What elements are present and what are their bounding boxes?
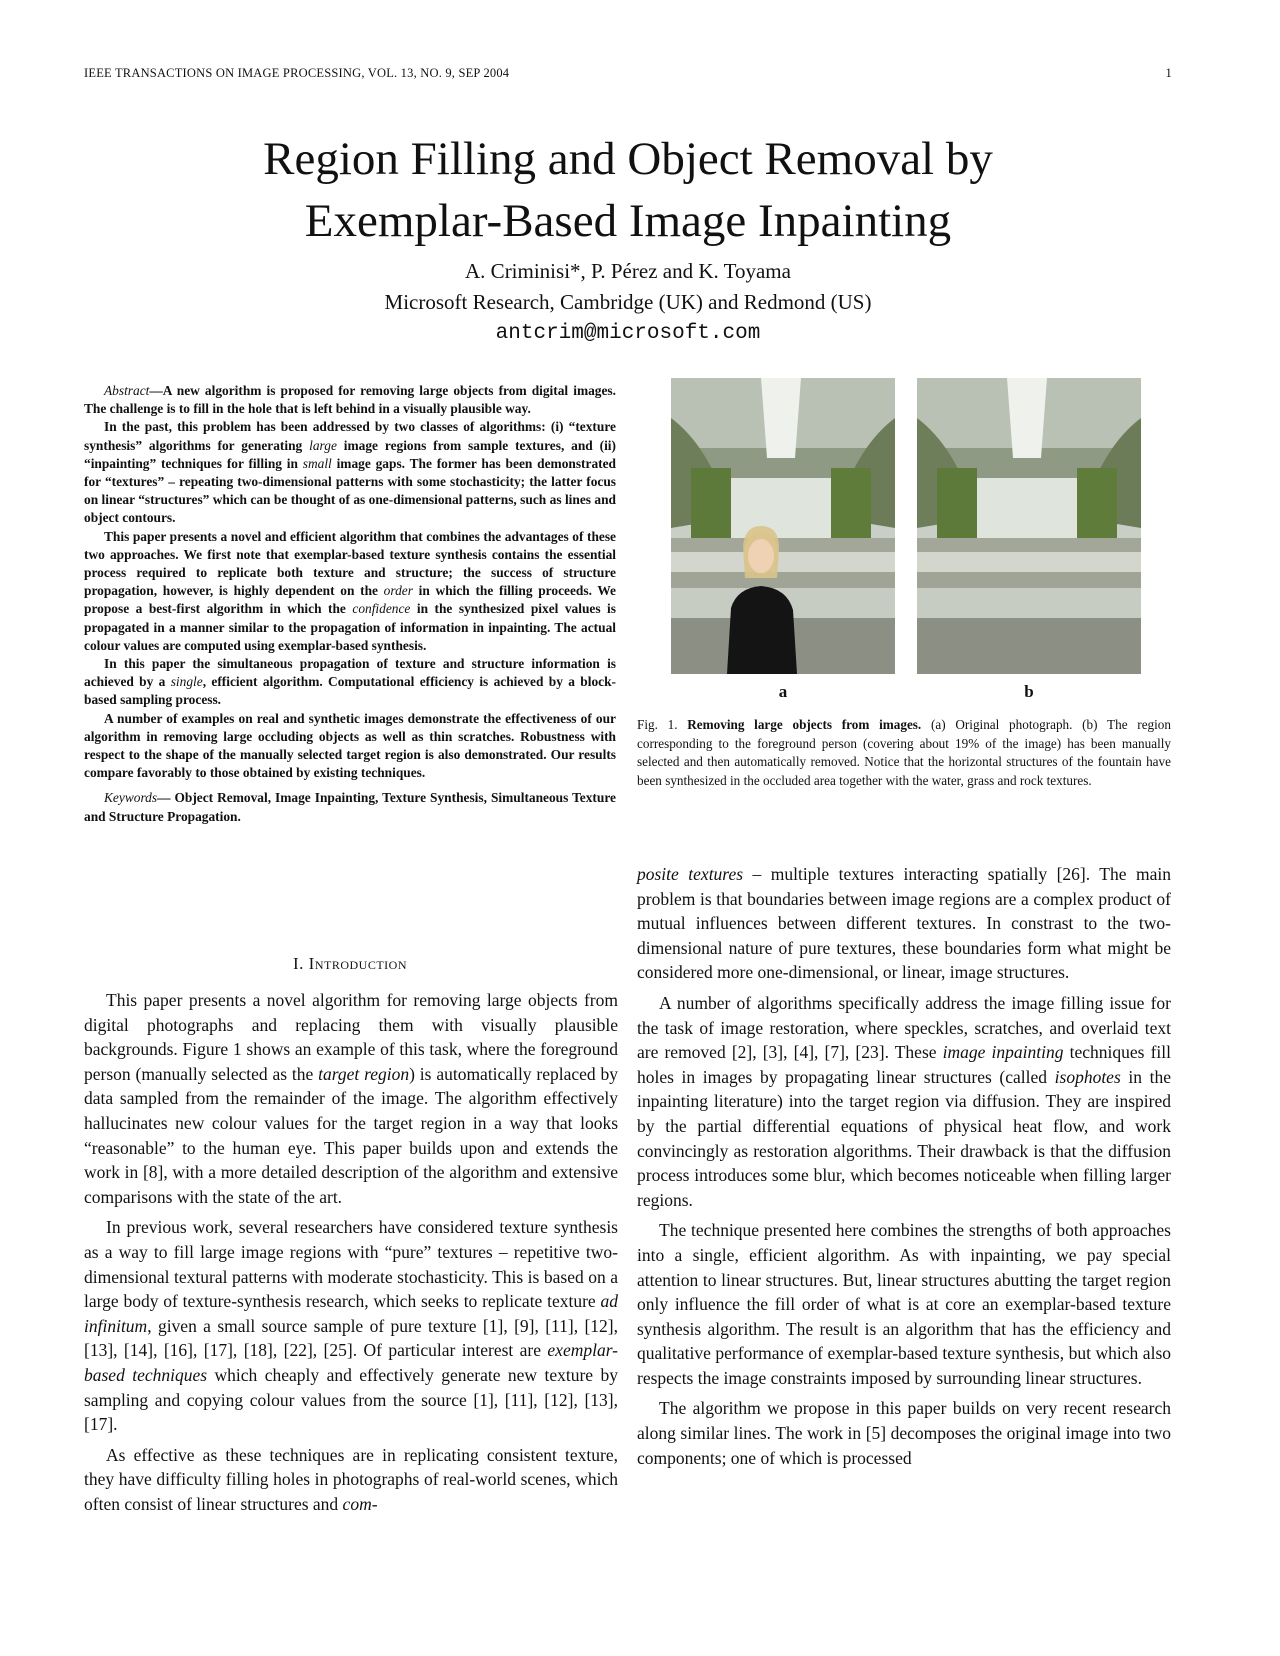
body-column-left bbox=[84, 988, 618, 1522]
fountain-photo-person-removed bbox=[917, 378, 1141, 674]
intro-para-2: In previous work, several researchers have considered texture synthesis as a way to fill large image regions with “pure” textures – repetitive two-dimensional textural patterns with moderate stochasticity. This is based on a large body of texture-synthesis research, which seeks to replicate texture ad infinitum, given a small source sample of pure texture [1], [9], [11], [12], [13], [14], [16], [17], [18], [22], [25]. Of particular interest are exemplar-based techniques which cheaply and effectively generate new texture by sampling and copying colour values from the source [1], [11], [12], [13], [17]. bbox=[84, 1217, 618, 1435]
section-title: Introduction bbox=[308, 954, 407, 973]
intro-para-3-continued: posite textures – multiple textures interacting spatially [26]. The main problem is that boundaries between image regions are a complex product of mutual influences between different textures. In constrast to the two-dimensional nature of pure textures, these boundaries form what might be considered more one-dimensional, or linear, image structures. bbox=[637, 864, 1171, 983]
author-names: A. Criminisi*, P. Pérez and K. Toyama bbox=[465, 259, 791, 283]
intro-para-3: As effective as these techniques are in replicating consistent texture, they have difficulty filling holes in photographs of real-world scenes, which often consist of linear structures and com- bbox=[84, 1444, 618, 1514]
abstract bbox=[84, 382, 616, 826]
abstract-text-1: A new algorithm is proposed for removing large objects from digital images. The challenge is to fill in the hole that is left behind in a visually plausible way. bbox=[84, 383, 616, 417]
caption-text: (a) Original photograph. (b) The region corresponding to the foreground person (covering about 19% of the image) has been manually selected and then automatically removed. Notice that the horizontal structures of the fountain have been synthesized in the occluded area together with the water, grass and rock textures. bbox=[637, 717, 1171, 788]
abstract-para-3: This paper presents a novel and efficient algorithm that combines the advantages of these two approaches. We first note that exemplar-based texture synthesis contains the essential process required to replicate both texture and structure; the success of structure propagation, however, is highly dependent on the order in which the filling proceeds. We propose a best-first algorithm in which the confidence in the synthesized pixel values is propagated in a manner similar to the propagation of information in inpainting. The actual colour values are computed using exemplar-based synthesis. bbox=[84, 528, 616, 653]
author-email: antcrim@microsoft.com bbox=[495, 322, 761, 345]
abstract-label: Abstract bbox=[104, 383, 150, 398]
keywords: Keywords— Object Removal, Image Inpainting, Texture Synthesis, Simultaneous Texture and Structure Propagation. bbox=[84, 790, 616, 824]
caption-title: Removing large objects from images. bbox=[687, 717, 922, 732]
title-line-2: Exemplar-Based Image Inpainting bbox=[304, 195, 952, 247]
figure-label-a: a bbox=[778, 682, 788, 701]
abstract-para-4: In this paper the simultaneous propagation of texture and structure information is achieved by a single, efficient algorithm. Computational efficiency is achieved by a block-based sampling process. bbox=[84, 656, 616, 708]
intro-para-1: This paper presents a novel algorithm for removing large objects from digital photographs and replacing them with visually plausible backgrounds. Figure 1 shows an example of this task, where the foreground person (manually selected as the target region) is automatically replaced by data sampled from the remainder of the image. The algorithm effectively hallucinates new colour values for the target region in a way that looks “reasonable” to the human eye. This paper builds upon and extends the work in [8], with a more detailed description of the algorithm and extensive comparisons with the state of the art. bbox=[84, 990, 618, 1207]
title-line-1: Region Filling and Object Removal by bbox=[263, 133, 993, 185]
author-affiliation: Microsoft Research, Cambridge (UK) and Redmond (US) bbox=[384, 290, 872, 314]
page-number: 1 bbox=[1165, 66, 1172, 80]
keywords-label: Keywords bbox=[104, 790, 158, 806]
figure-label-b: b bbox=[1024, 682, 1034, 701]
author-block bbox=[0, 256, 1256, 349]
running-header bbox=[84, 66, 1172, 81]
intro-para-4: A number of algorithms specifically address the image filling issue for the task of image restoration, where speckles, scratches, and overlaid text are removed [2], [3], [4], [7], [23]. These image inpainting techniques fill holes in images by propagating linear structures (called isophotes in the inpainting literature) into the target region via diffusion. They are inspired by the partial differential equations of physical heat flow, and work convincingly as restoration algorithms. Their drawback is that the diffusion process introduces some blur, which becomes noticeable when filling larger regions. bbox=[637, 992, 1171, 1210]
body-column-right bbox=[637, 862, 1171, 1476]
intro-para-5: The technique presented here combines the strengths of both approaches into a single, efficient algorithm. As with inpainting, we pay special attention to linear structures. But, linear structures abutting the target region only influence the fill order of what is at core an exemplar-based texture synthesis algorithm. The result is an algorithm that has the efficiency and qualitative performance of exemplar-based texture synthesis, but which also respects the image constraints imposed by surrounding linear structures. bbox=[637, 1220, 1171, 1388]
section-heading-introduction bbox=[84, 954, 616, 974]
fountain-photo-with-person bbox=[671, 378, 895, 674]
journal-name: IEEE TRANSACTIONS ON IMAGE PROCESSING, VOL. 13, NO. 9, SEP 2004 bbox=[84, 66, 510, 80]
abstract-para-1: Abstract—A new algorithm is proposed for removing large objects from digital images. The challenge is to fill in the hole that is left behind in a visually plausible way. bbox=[84, 383, 616, 417]
paper-title bbox=[0, 128, 1256, 252]
caption-number: Fig. 1. bbox=[637, 717, 678, 732]
keywords-text: Object Removal, Image Inpainting, Texture Synthesis, Simultaneous Texture and Structure Propagation. bbox=[84, 790, 616, 824]
abstract-para-5: A number of examples on real and synthetic images demonstrate the effectiveness of our algorithm in removing large occluding objects as well as thin scratches. Robustness with respect to the shape of the manually selected target region is also demonstrated. Our results compare favorably to those obtained by existing techniques. bbox=[84, 710, 616, 781]
abstract-para-2: In the past, this problem has been addressed by two classes of algorithms: (i) “texture synthesis” algorithms for generating large image regions from sample textures, and (ii) “inpainting” techniques for filling in small image gaps. The former has been demonstrated for “textures” – repeating two-dimensional patterns with some stochasticity; the latter focus on linear “structures” which can be thought of as one-dimensional patterns, such as lines and object contours. bbox=[84, 419, 616, 526]
figure-caption bbox=[637, 716, 1171, 790]
section-number: I. bbox=[293, 954, 304, 973]
intro-para-6: The algorithm we propose in this paper builds on very recent research along similar lines. The work in [5] decomposes the original image into two components; one of which is processed bbox=[637, 1398, 1171, 1468]
